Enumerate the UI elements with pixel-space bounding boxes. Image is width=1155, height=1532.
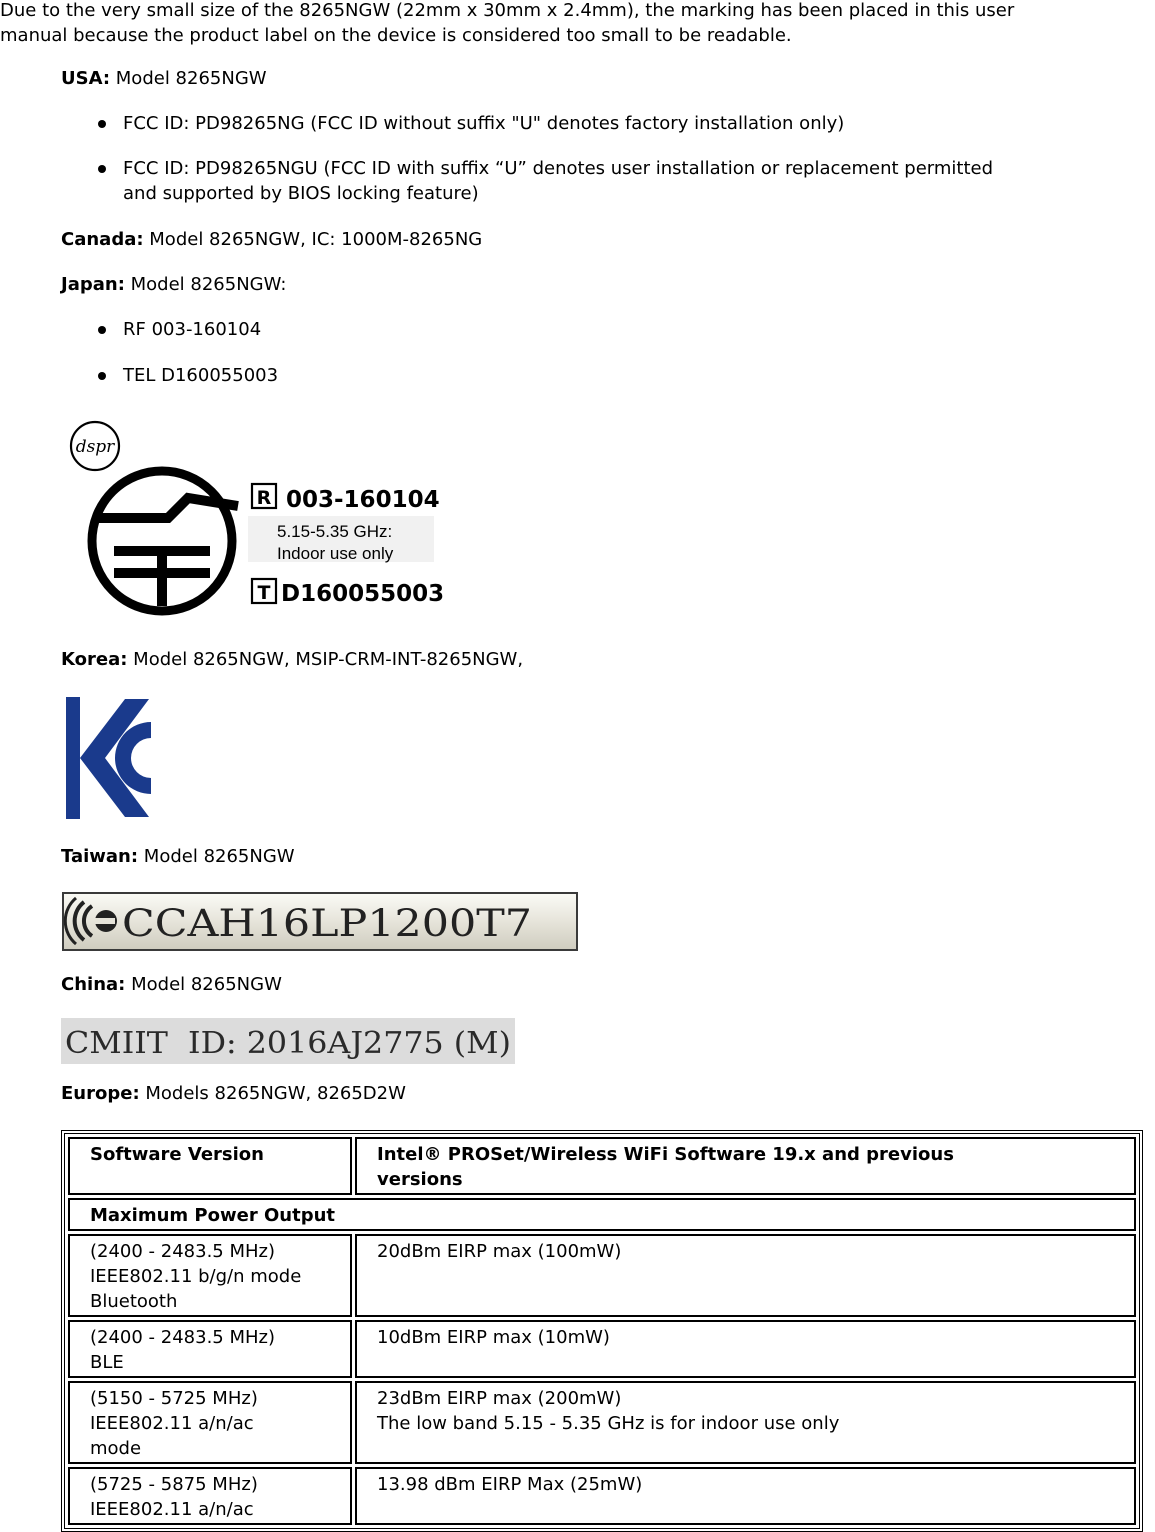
taiwan-text: Model 8265NGW (143, 846, 295, 867)
band-line-1: 5.15-5.35 GHz: (277, 522, 393, 541)
usa-line (61, 67, 267, 91)
band-cell (68, 1467, 352, 1525)
japan-text: Model 8265NGW: (130, 274, 287, 295)
intro-line-1: Due to the very small size of the 8265NGW (22mm x 30mm x 2.4mm), the marking has been placed in this user (0, 0, 1015, 21)
cmiit-label (61, 1018, 515, 1064)
table-row (68, 1198, 1136, 1231)
power-line: 20dBm EIRP max (100mW) (377, 1241, 622, 1262)
power-cell (355, 1320, 1136, 1378)
table-row (68, 1137, 1136, 1195)
r-box-icon (252, 484, 276, 509)
europe-line (61, 1082, 406, 1106)
r-number: 003-160104 (286, 487, 440, 513)
canada-label: Canada: (61, 229, 144, 250)
r-letter: R (256, 487, 272, 509)
usa-label: USA: (61, 68, 111, 89)
band-line: (5725 - 5875 MHz) (90, 1474, 258, 1495)
software-version-value-line-2: versions (377, 1169, 463, 1190)
table-row (68, 1320, 1136, 1378)
canada-line (61, 228, 482, 252)
band-line: IEEE802.11 a/n/ac (90, 1499, 254, 1520)
power-line: The low band 5.15 - 5.35 GHz is for indoor use only (377, 1413, 840, 1434)
china-label: China: (61, 974, 126, 995)
t-box-icon (252, 579, 276, 604)
china-line (61, 973, 282, 997)
usa-bullet-2-line-2: and supported by BIOS locking feature) (123, 183, 479, 204)
usa-bullet-2-line-1: FCC ID: PD98265NGU (FCC ID with suffix “U” denotes user installation or replacement permitted (123, 158, 994, 179)
software-version-value (355, 1137, 1136, 1195)
intro-paragraph (0, 0, 1155, 48)
korea-label: Korea: (61, 649, 128, 670)
europe-text: Models 8265NGW, 8265D2W (145, 1083, 406, 1104)
software-version-label (68, 1137, 352, 1195)
kc-mark-icon (63, 694, 153, 822)
japan-line (61, 273, 286, 297)
usa-bullet-2 (123, 156, 993, 206)
japan-bullet-tel: TEL D160055003 (123, 365, 279, 386)
band-line: Bluetooth (90, 1291, 178, 1312)
japan-bullet-rf: RF 003-160104 (123, 319, 262, 340)
ncc-id-text: CCAH16LP1200T7 (122, 902, 532, 945)
t-letter: T (257, 582, 271, 604)
table-row (68, 1467, 1136, 1525)
band-line: (5150 - 5725 MHz) (90, 1388, 258, 1409)
japan-label: Japan: (61, 274, 125, 295)
table-row (68, 1234, 1136, 1317)
dspr-icon (71, 422, 119, 470)
band-line-2: Indoor use only (277, 544, 394, 563)
canada-text: Model 8265NGW, IC: 1000M-8265NG (149, 229, 483, 250)
japan-giteki-mark (62, 418, 462, 624)
korea-line (61, 648, 523, 672)
table-row (68, 1381, 1136, 1464)
usa-model: Model 8265NGW (115, 68, 267, 89)
software-version-label-text: Software Version (90, 1144, 264, 1165)
max-power-header (68, 1198, 1136, 1231)
power-line: 23dBm EIRP max (200mW) (377, 1388, 622, 1409)
band-line: mode (90, 1438, 142, 1459)
taiwan-line (61, 845, 295, 869)
max-power-header-text: Maximum Power Output (90, 1205, 335, 1226)
band-cell (68, 1234, 352, 1317)
band-line: BLE (90, 1352, 124, 1373)
band-line: (2400 - 2483.5 MHz) (90, 1241, 276, 1262)
band-line: IEEE802.11 b/g/n mode (90, 1266, 302, 1287)
t-number: D160055003 (281, 581, 445, 607)
korea-text: Model 8265NGW, MSIP-CRM-INT-8265NGW, (133, 649, 524, 670)
power-cell (355, 1381, 1136, 1464)
europe-label: Europe: (61, 1083, 140, 1104)
band-cell (68, 1320, 352, 1378)
intro-line-2: manual because the product label on the device is considered too small to be readable. (0, 25, 792, 46)
software-version-value-line-1: Intel® PROSet/Wireless WiFi Software 19.x and previous (377, 1144, 954, 1165)
power-cell (355, 1234, 1136, 1317)
giteki-icon (92, 471, 238, 611)
power-output-table (61, 1130, 1143, 1532)
power-cell (355, 1467, 1136, 1525)
band-cell (68, 1381, 352, 1464)
taiwan-label: Taiwan: (61, 846, 139, 867)
band-line: (2400 - 2483.5 MHz) (90, 1327, 276, 1348)
usa-bullet-1: FCC ID: PD98265NG (FCC ID without suffix "U" denotes factory installation only) (123, 113, 845, 134)
band-line: IEEE802.11 a/n/ac (90, 1413, 254, 1434)
ncc-label (62, 892, 578, 952)
dspr-text: dspr (75, 437, 115, 457)
china-text: Model 8265NGW (131, 974, 282, 995)
power-line: 10dBm EIRP max (10mW) (377, 1327, 610, 1348)
power-line: 13.98 dBm EIRP Max (25mW) (377, 1474, 643, 1495)
cmiit-id-text: CMIIT ID: 2016AJ2775 (M) (65, 1026, 511, 1061)
